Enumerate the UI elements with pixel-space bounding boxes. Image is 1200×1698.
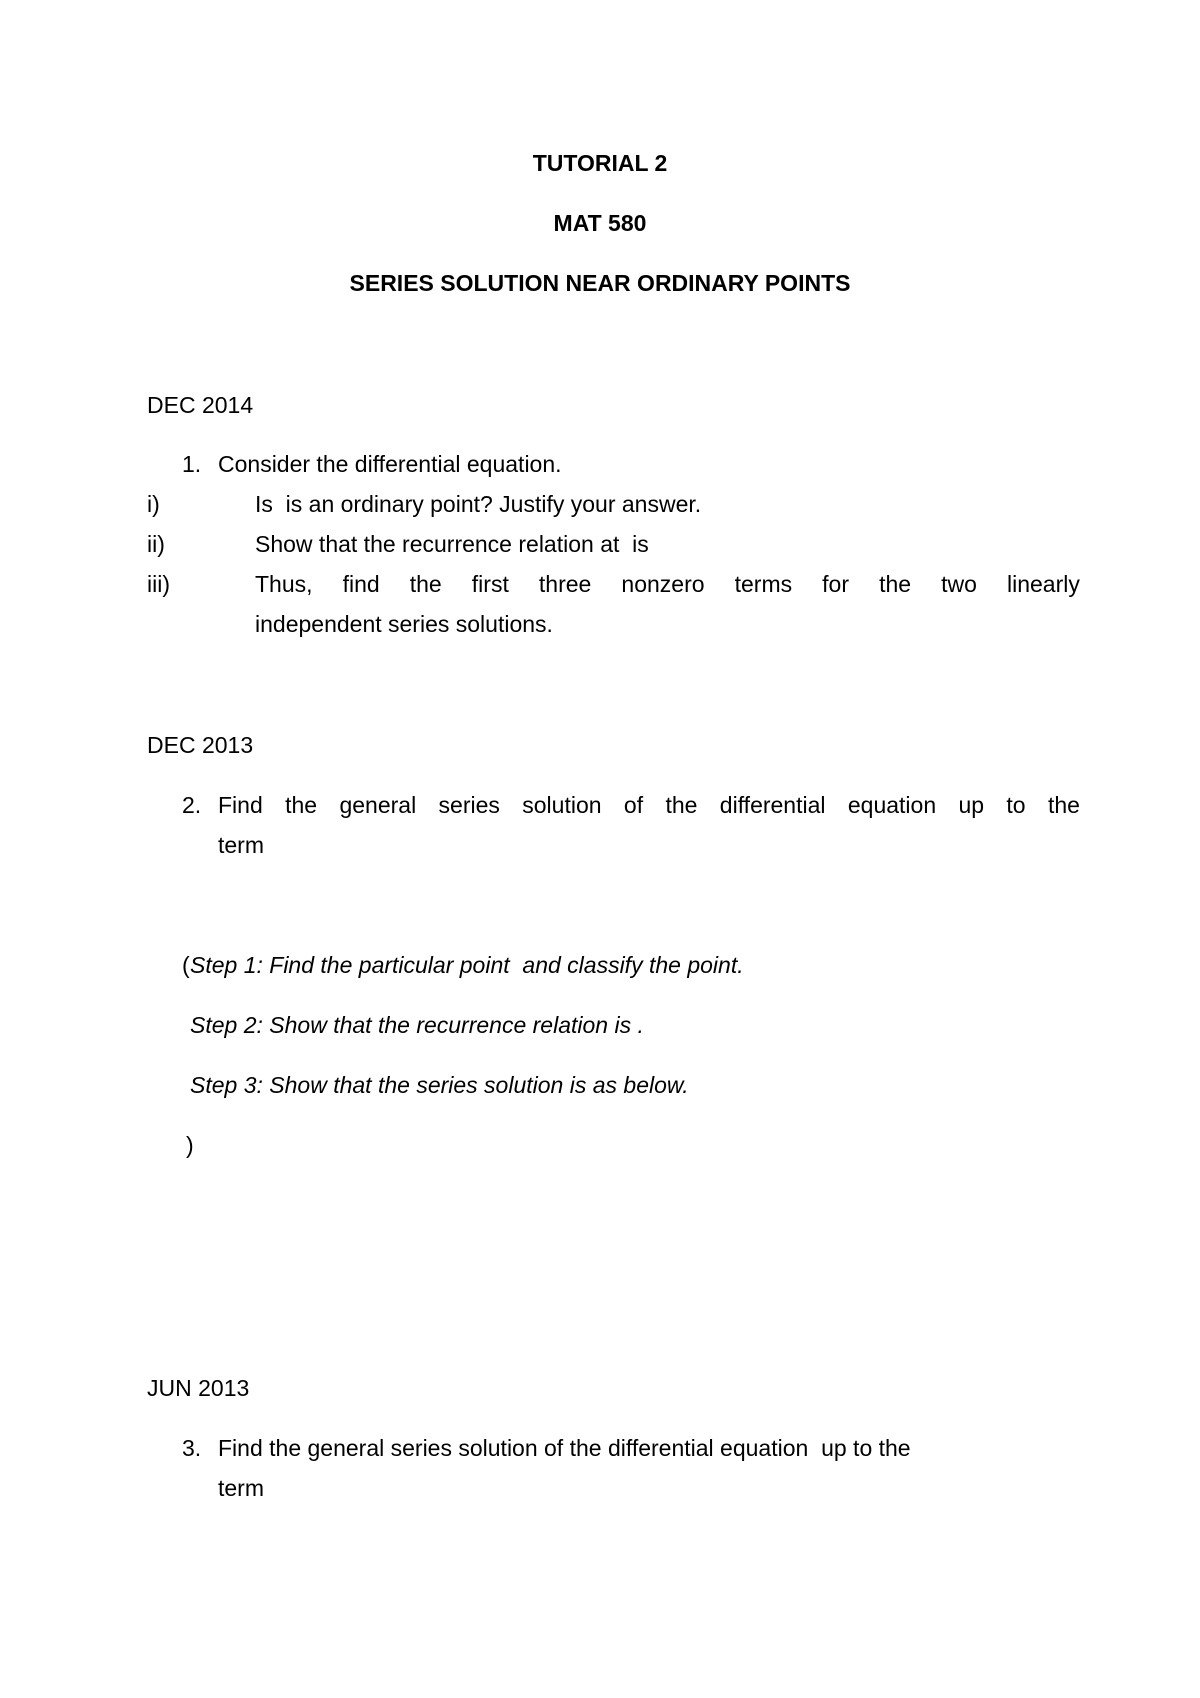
word: two (941, 571, 977, 597)
word: terms (734, 571, 793, 597)
word: linearly (1006, 571, 1080, 597)
word: the (879, 571, 912, 597)
part-i-text: Is is an ordinary point? Justify your answer. (255, 491, 702, 517)
hint-open-paren: ( (182, 952, 190, 978)
word: nonzero (621, 571, 705, 597)
part-iii-line-2: independent series solutions. (255, 611, 553, 637)
doc-title: TUTORIAL 2 (532, 150, 668, 176)
word: first (471, 571, 509, 597)
word: solution (522, 792, 602, 818)
question-3-line-1: Find the general series solution of the differential equation up to the (218, 1435, 911, 1461)
word: three (538, 571, 592, 597)
question-number-3: 3. (182, 1435, 202, 1461)
word: general (339, 792, 417, 818)
word: differential (719, 792, 826, 818)
question-3-line-2: term (218, 1475, 264, 1501)
word: series (438, 792, 500, 818)
word: to (1006, 792, 1026, 818)
word: of (623, 792, 644, 818)
word: for (822, 571, 850, 597)
part-iii-line-1 (255, 571, 1080, 599)
hint-step-1: Step 1: Find the particular point and classify the point. (190, 952, 744, 978)
part-label-iii: iii) (147, 571, 170, 597)
word: Thus, (255, 571, 313, 597)
section-heading-dec-2014: DEC 2014 (147, 392, 254, 418)
hint-step-2: Step 2: Show that the recurrence relation is . (190, 1012, 644, 1038)
hint-close-paren: ) (186, 1132, 194, 1158)
part-ii-text: Show that the recurrence relation at is (255, 531, 649, 557)
word: the (1047, 792, 1080, 818)
word: the (285, 792, 318, 818)
question-number-1: 1. (182, 451, 202, 477)
question-1-text: Consider the differential equation. (218, 451, 562, 477)
word: up (958, 792, 985, 818)
word: the (409, 571, 442, 597)
section-heading-jun-2013: JUN 2013 (147, 1375, 250, 1401)
word: equation (847, 792, 937, 818)
word: the (665, 792, 698, 818)
part-label-ii: ii) (147, 531, 165, 557)
question-2-line-1 (218, 792, 1080, 820)
part-label-i: i) (147, 491, 160, 517)
question-number-2: 2. (182, 792, 202, 818)
word: Find (218, 792, 263, 818)
section-heading-dec-2013: DEC 2013 (147, 732, 254, 758)
word: find (342, 571, 380, 597)
hint-step-3: Step 3: Show that the series solution is as below. (190, 1072, 689, 1098)
topic-heading: SERIES SOLUTION NEAR ORDINARY POINTS (349, 270, 851, 296)
course-code: MAT 580 (553, 210, 647, 236)
question-2-line-2: term (218, 832, 264, 858)
